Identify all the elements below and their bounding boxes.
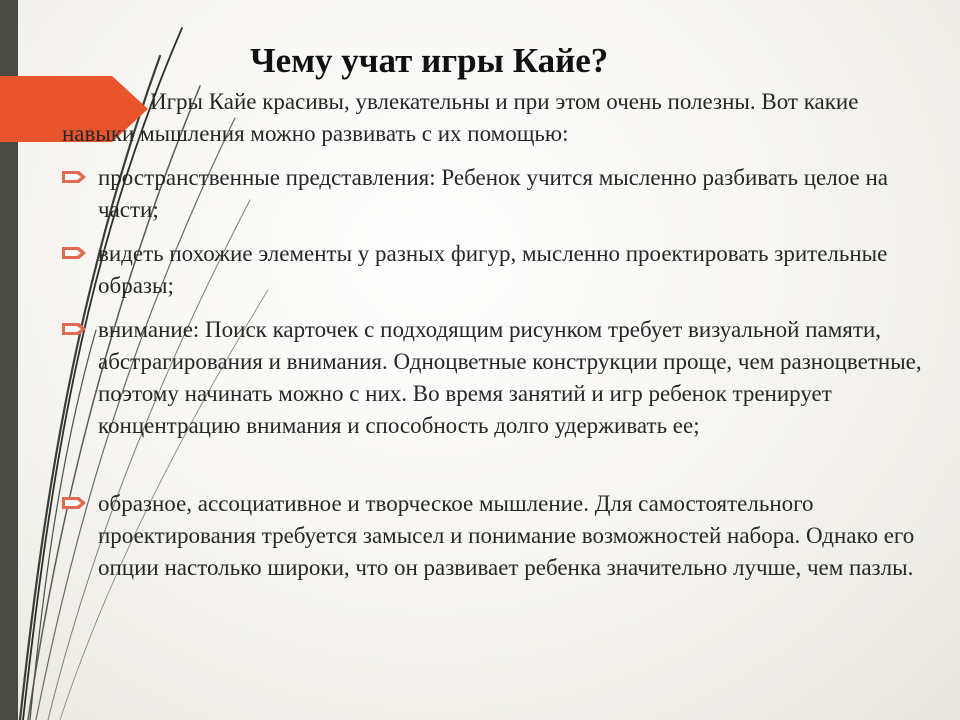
- bullet-text: внимание: Поиск карточек с подходящим рисунком требует визуальной памяти, абстрагирования и внимания. Одноцветные конструкции проще, чем разноцветные, поэтому начинать можно с них. Во время занятий и игр ребенок тренирует концентрацию внимания и способность долго удерживать ее;: [98, 317, 922, 438]
- list-item: [62, 314, 922, 442]
- bullet-text: видеть похожие элементы у разных фигур, мысленно проектировать зрительные образы;: [98, 241, 888, 298]
- flag-arrow-icon: [62, 322, 88, 336]
- bullet-text: пространственные представления: Ребенок учится мысленно разбивать целое на части;: [98, 165, 888, 222]
- flag-arrow-icon: [62, 170, 88, 184]
- page-title: Чему учат игры Кайе?: [250, 41, 609, 80]
- bullet-text: образное, ассоциативное и творческое мышление. Для самостоятельного проектирования требуется замысел и понимание возможностей набора. Однако его опции настолько широки, что он развивает ребенка значительно лучше, чем пазлы.: [98, 491, 915, 580]
- list-item: [62, 488, 922, 584]
- flag-arrow-icon: [62, 496, 88, 510]
- list-item: [62, 238, 922, 302]
- flag-arrow-icon: [62, 246, 88, 260]
- intro-paragraph: Игры Кайе красивы, увлекательны и при этом очень полезны. Вот какие навыки мышления можно развивать с их помощью:: [62, 89, 859, 146]
- list-item: [62, 162, 922, 226]
